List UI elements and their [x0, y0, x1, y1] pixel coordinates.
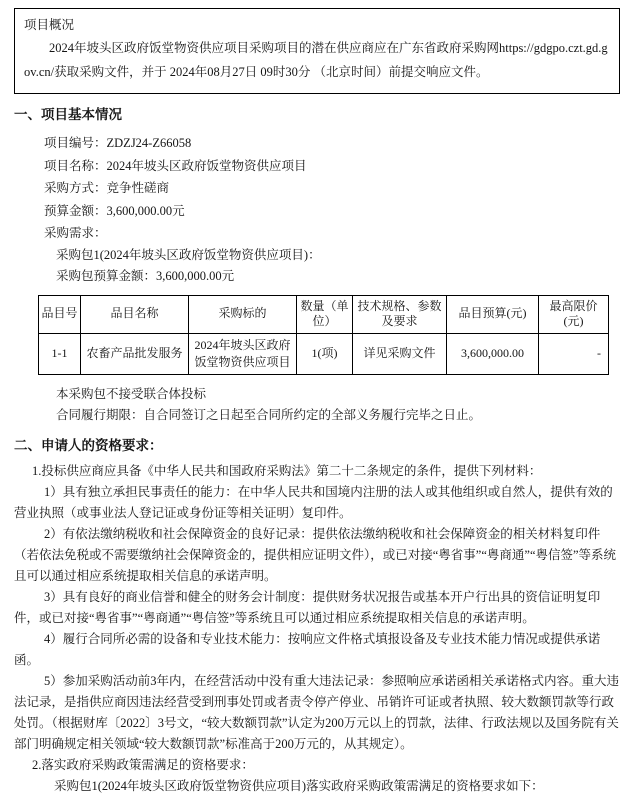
qualification-item-1: 1.投标供应商应具备《中华人民共和国政府采购法》第二十二条规定的条件，提供下列材料： [32, 463, 542, 478]
field-budget-amount-label: 预算金额： [44, 203, 107, 218]
note-no-consortium: 本采购包不接受联合体投标 [56, 386, 207, 401]
qualification-sub-3: 3）具有良好的商业信誉和健全的财务会计制度：提供财务状况报告或基本开户行出具的资信证明复印件，或已对接“粤省事”“粤商通”“粤信签”等系统且可以通过相应系统提取相关信息的承诺声明。 [14, 589, 601, 625]
cell-quantity: 1(项) [297, 333, 353, 374]
field-procurement-method [44, 177, 620, 200]
field-budget-amount-value: 3,600,000.00元 [106, 203, 185, 218]
qualification-sub-4: 4）履行合同所必需的设备和专业技术能力：按响应文件格式填报设备及专业技术能力情况或提供承诺函。 [14, 631, 601, 667]
project-overview-box [14, 8, 620, 94]
cell-max-price: - [539, 333, 609, 374]
header-item-name: 品目名称 [81, 295, 189, 333]
section-qualification-heading: 二、申请人的资格要求： [14, 437, 163, 453]
qualification-sub-2: 2）有依法缴纳税收和社会保障资金的良好记录：提供依法缴纳税收和社会保障资金的相关材料复印件（若依法免税或不需要缴纳社会保障资金的，提供相应证明文件），或已对接“粤省事”“粤商通”“粤信签”等系统且可以通过相应系统提取相关信息的承诺声明。 [14, 526, 617, 583]
field-project-number [44, 132, 620, 155]
field-budget-amount [44, 200, 620, 223]
header-item-budget: 品目预算(元) [447, 295, 539, 333]
table-header-row [39, 295, 609, 333]
header-item-number: 品目号 [39, 295, 81, 333]
cell-item-budget: 3,600,000.00 [447, 333, 539, 374]
cell-spec-requirements: 详见采购文件 [353, 333, 447, 374]
field-project-name-label: 项目名称： [44, 158, 107, 173]
note-contract-period: 合同履行期限：自合同签订之日起至合同所约定的全部义务履行完毕之日止。 [56, 408, 482, 422]
overview-paragraph: 2024年坡头区政府饭堂物资供应项目采购项目的潜在供应商应在广东省政府采购网https://gdgpo.czt.gd.gov.cn/获取采购文件，并于 2024年08月27日 09时30分 （北京时间）前提交响应文件。 [24, 41, 608, 79]
package-budget-line [56, 266, 620, 287]
header-quantity: 数量（单位） [297, 295, 353, 333]
qualification-item-2-detail: 采购包1(2024年坡头区政府饭堂物资供应项目)落实政府采购政策需满足的资格要求如下： [54, 778, 544, 793]
table-row [39, 333, 609, 374]
qualification-item-2: 2.落实政府采购政策需满足的资格要求： [32, 757, 254, 772]
qualification-sub-1: 1）具有独立承担民事责任的能力：在中华人民共和国境内注册的法人或其他组织或自然人，提供有效的营业执照（或事业法人登记证或身份证等相关证明）复印件。 [14, 484, 613, 520]
package-line: 采购包1(2024年坡头区政府饭堂物资供应项目)： [56, 247, 321, 262]
section-basic-info-heading: 一、项目基本情况 [14, 107, 122, 122]
cell-item-number: 1-1 [39, 333, 81, 374]
cell-subject: 2024年坡头区政府饭堂物资供应项目 [189, 333, 297, 374]
field-procurement-demand-label: 采购需求： [44, 226, 107, 240]
field-project-name [44, 155, 620, 178]
cell-item-name: 农畜产品批发服务 [81, 333, 189, 374]
field-procurement-method-label: 采购方式： [44, 181, 107, 195]
header-spec-requirements: 技术规格、参数及要求 [353, 295, 447, 333]
header-max-price: 最高限价(元) [539, 295, 609, 333]
package-budget-value: 3,600,000.00元 [156, 268, 235, 283]
header-subject: 采购标的 [189, 295, 297, 333]
overview-title: 项目概况 [24, 18, 75, 32]
field-project-name-value: 2024年坡头区政府饭堂物资供应项目 [106, 158, 307, 173]
package-budget-label: 采购包预算金额： [56, 268, 157, 283]
qualification-sub-5: 5）参加采购活动前3年内，在经营活动中没有重大违法记录：参照响应承诺函相关承诺格式内容。重大违法记录，是指供应商因违法经营受到刑事处罚或者责令停产停业、吊销许可证或者执照、较大数额罚款等行政处罚。（根据财库〔2022〕3号文，“较大数额罚款”认定为200万元以上的罚款，法律、行政法规以及国务院有关部门明确规定相关领域“较大数额罚款”标准高于200万元的，从其规定）。 [14, 673, 620, 751]
procurement-items-table [38, 295, 609, 375]
field-project-number-value: ZDZJ24-Z66058 [106, 136, 192, 150]
field-procurement-method-value: 竞争性磋商 [106, 181, 170, 195]
field-project-number-label: 项目编号： [44, 136, 107, 150]
